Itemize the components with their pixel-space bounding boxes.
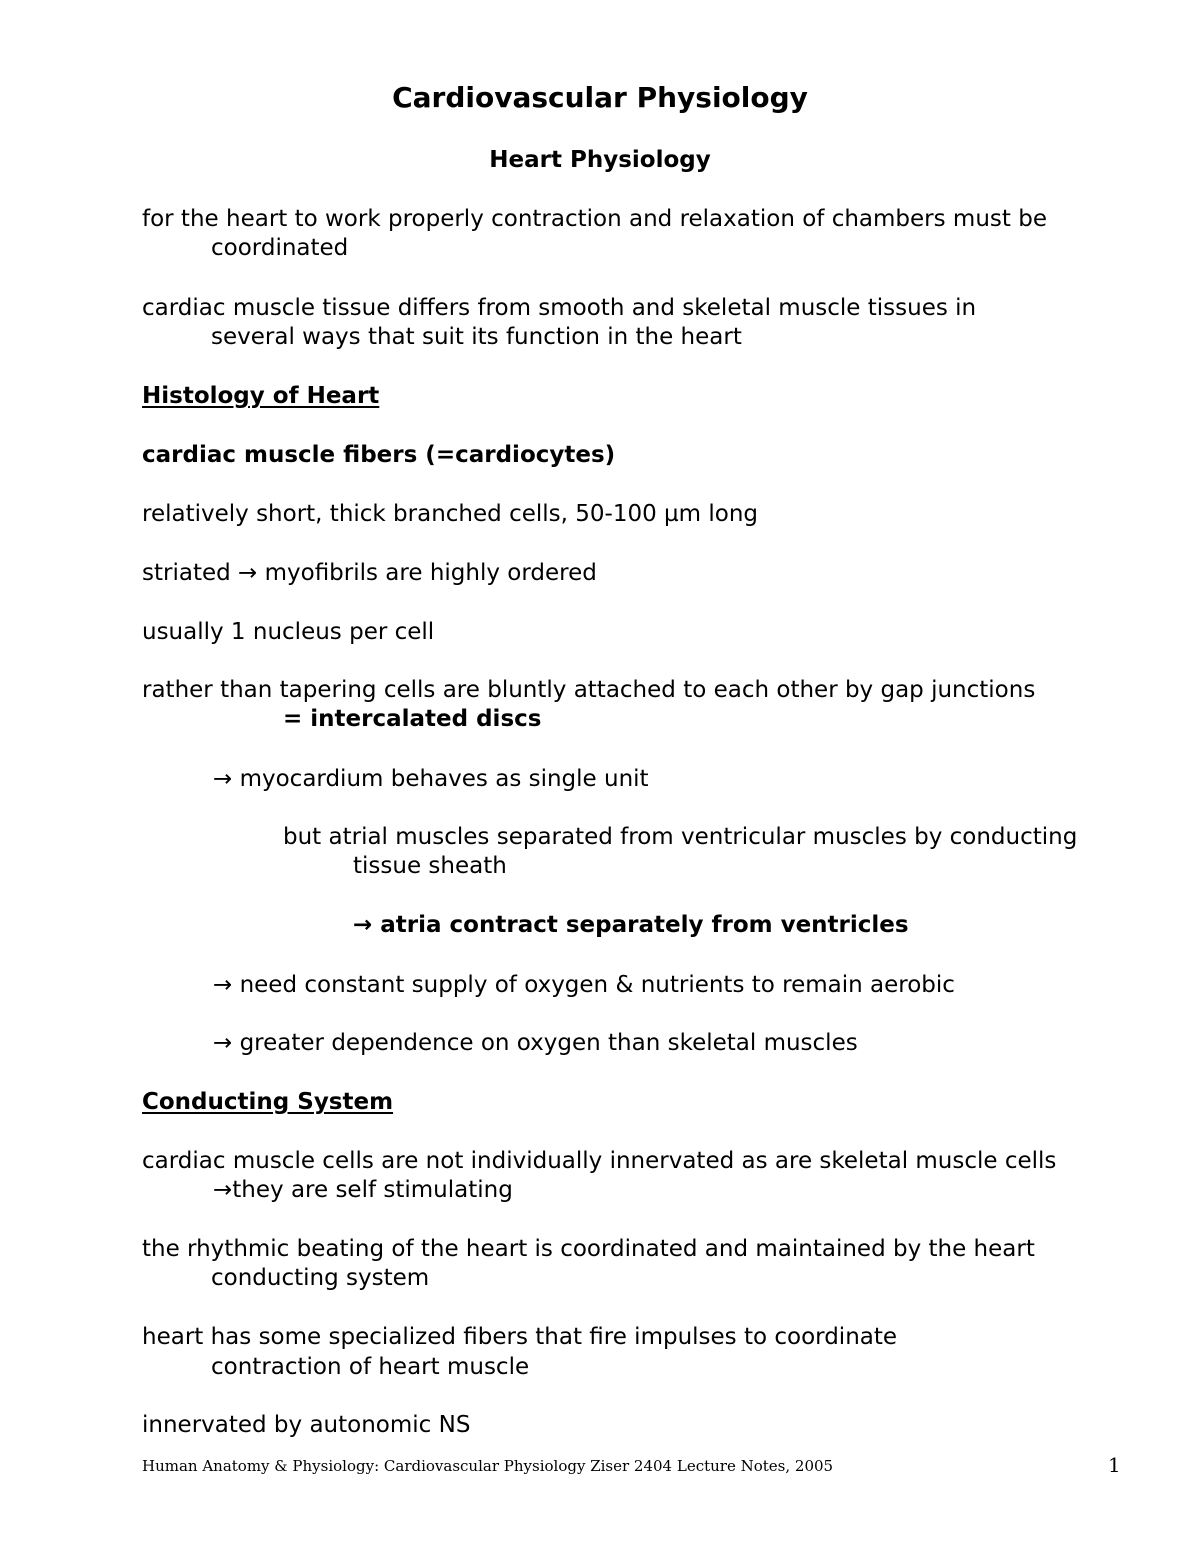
page-subtitle: Heart Physiology: [489, 147, 711, 173]
histology-item-4-line-1: rather than tapering cells are bluntly attached to each other by gap junctions: [142, 677, 1036, 703]
histology-item-6-line-1: but atrial muscles separated from ventricular muscles by conducting: [283, 824, 1078, 850]
conducting-paragraph-3-line-2: contraction of heart muscle: [211, 1354, 530, 1380]
histology-subheading: cardiac muscle fibers (=cardiocytes): [142, 442, 616, 468]
conducting-paragraph-3-line-1: heart has some specialized fibers that fire impulses to coordinate: [142, 1324, 898, 1350]
section-heading-conducting-system: Conducting System: [142, 1089, 394, 1115]
histology-item-4-line-2: = intercalated discs: [283, 706, 542, 732]
conducting-paragraph-1-line-2: →they are self stimulating: [213, 1177, 513, 1203]
conducting-paragraph-1-line-1: cardiac muscle cells are not individually innervated as are skeletal muscle cells: [142, 1148, 1057, 1174]
conducting-paragraph-2-line-1: the rhythmic beating of the heart is coordinated and maintained by the heart: [142, 1236, 1035, 1262]
histology-item-1: relatively short, thick branched cells, 50-100 µm long: [142, 501, 759, 527]
histology-item-8: → need constant supply of oxygen & nutrients to remain aerobic: [213, 972, 955, 998]
page-number: 1: [1108, 1453, 1121, 1477]
intro-paragraph-2-line-1: cardiac muscle tissue differs from smooth and skeletal muscle tissues in: [142, 295, 977, 321]
histology-item-5: → myocardium behaves as single unit: [213, 766, 649, 792]
histology-item-9: → greater dependence on oxygen than skeletal muscles: [213, 1030, 858, 1056]
histology-item-7: → atria contract separately from ventricles: [353, 912, 909, 938]
conducting-paragraph-2-line-2: conducting system: [211, 1265, 430, 1291]
histology-item-6-line-2: tissue sheath: [353, 853, 507, 879]
page-footer: Human Anatomy & Physiology: Cardiovascular Physiology Ziser 2404 Lecture Notes, 2005: [142, 1457, 834, 1475]
intro-paragraph-1-line-2: coordinated: [211, 235, 349, 261]
intro-paragraph-1-line-1: for the heart to work properly contraction and relaxation of chambers must be: [142, 206, 1047, 232]
page-title: Cardiovascular Physiology: [392, 81, 808, 114]
histology-item-2: striated → myofibrils are highly ordered: [142, 560, 597, 586]
intro-paragraph-2-line-2: several ways that suit its function in the heart: [211, 324, 742, 350]
conducting-paragraph-4: innervated by autonomic NS: [142, 1412, 471, 1438]
section-heading-histology: Histology of Heart: [142, 383, 380, 409]
histology-item-3: usually 1 nucleus per cell: [142, 619, 435, 645]
